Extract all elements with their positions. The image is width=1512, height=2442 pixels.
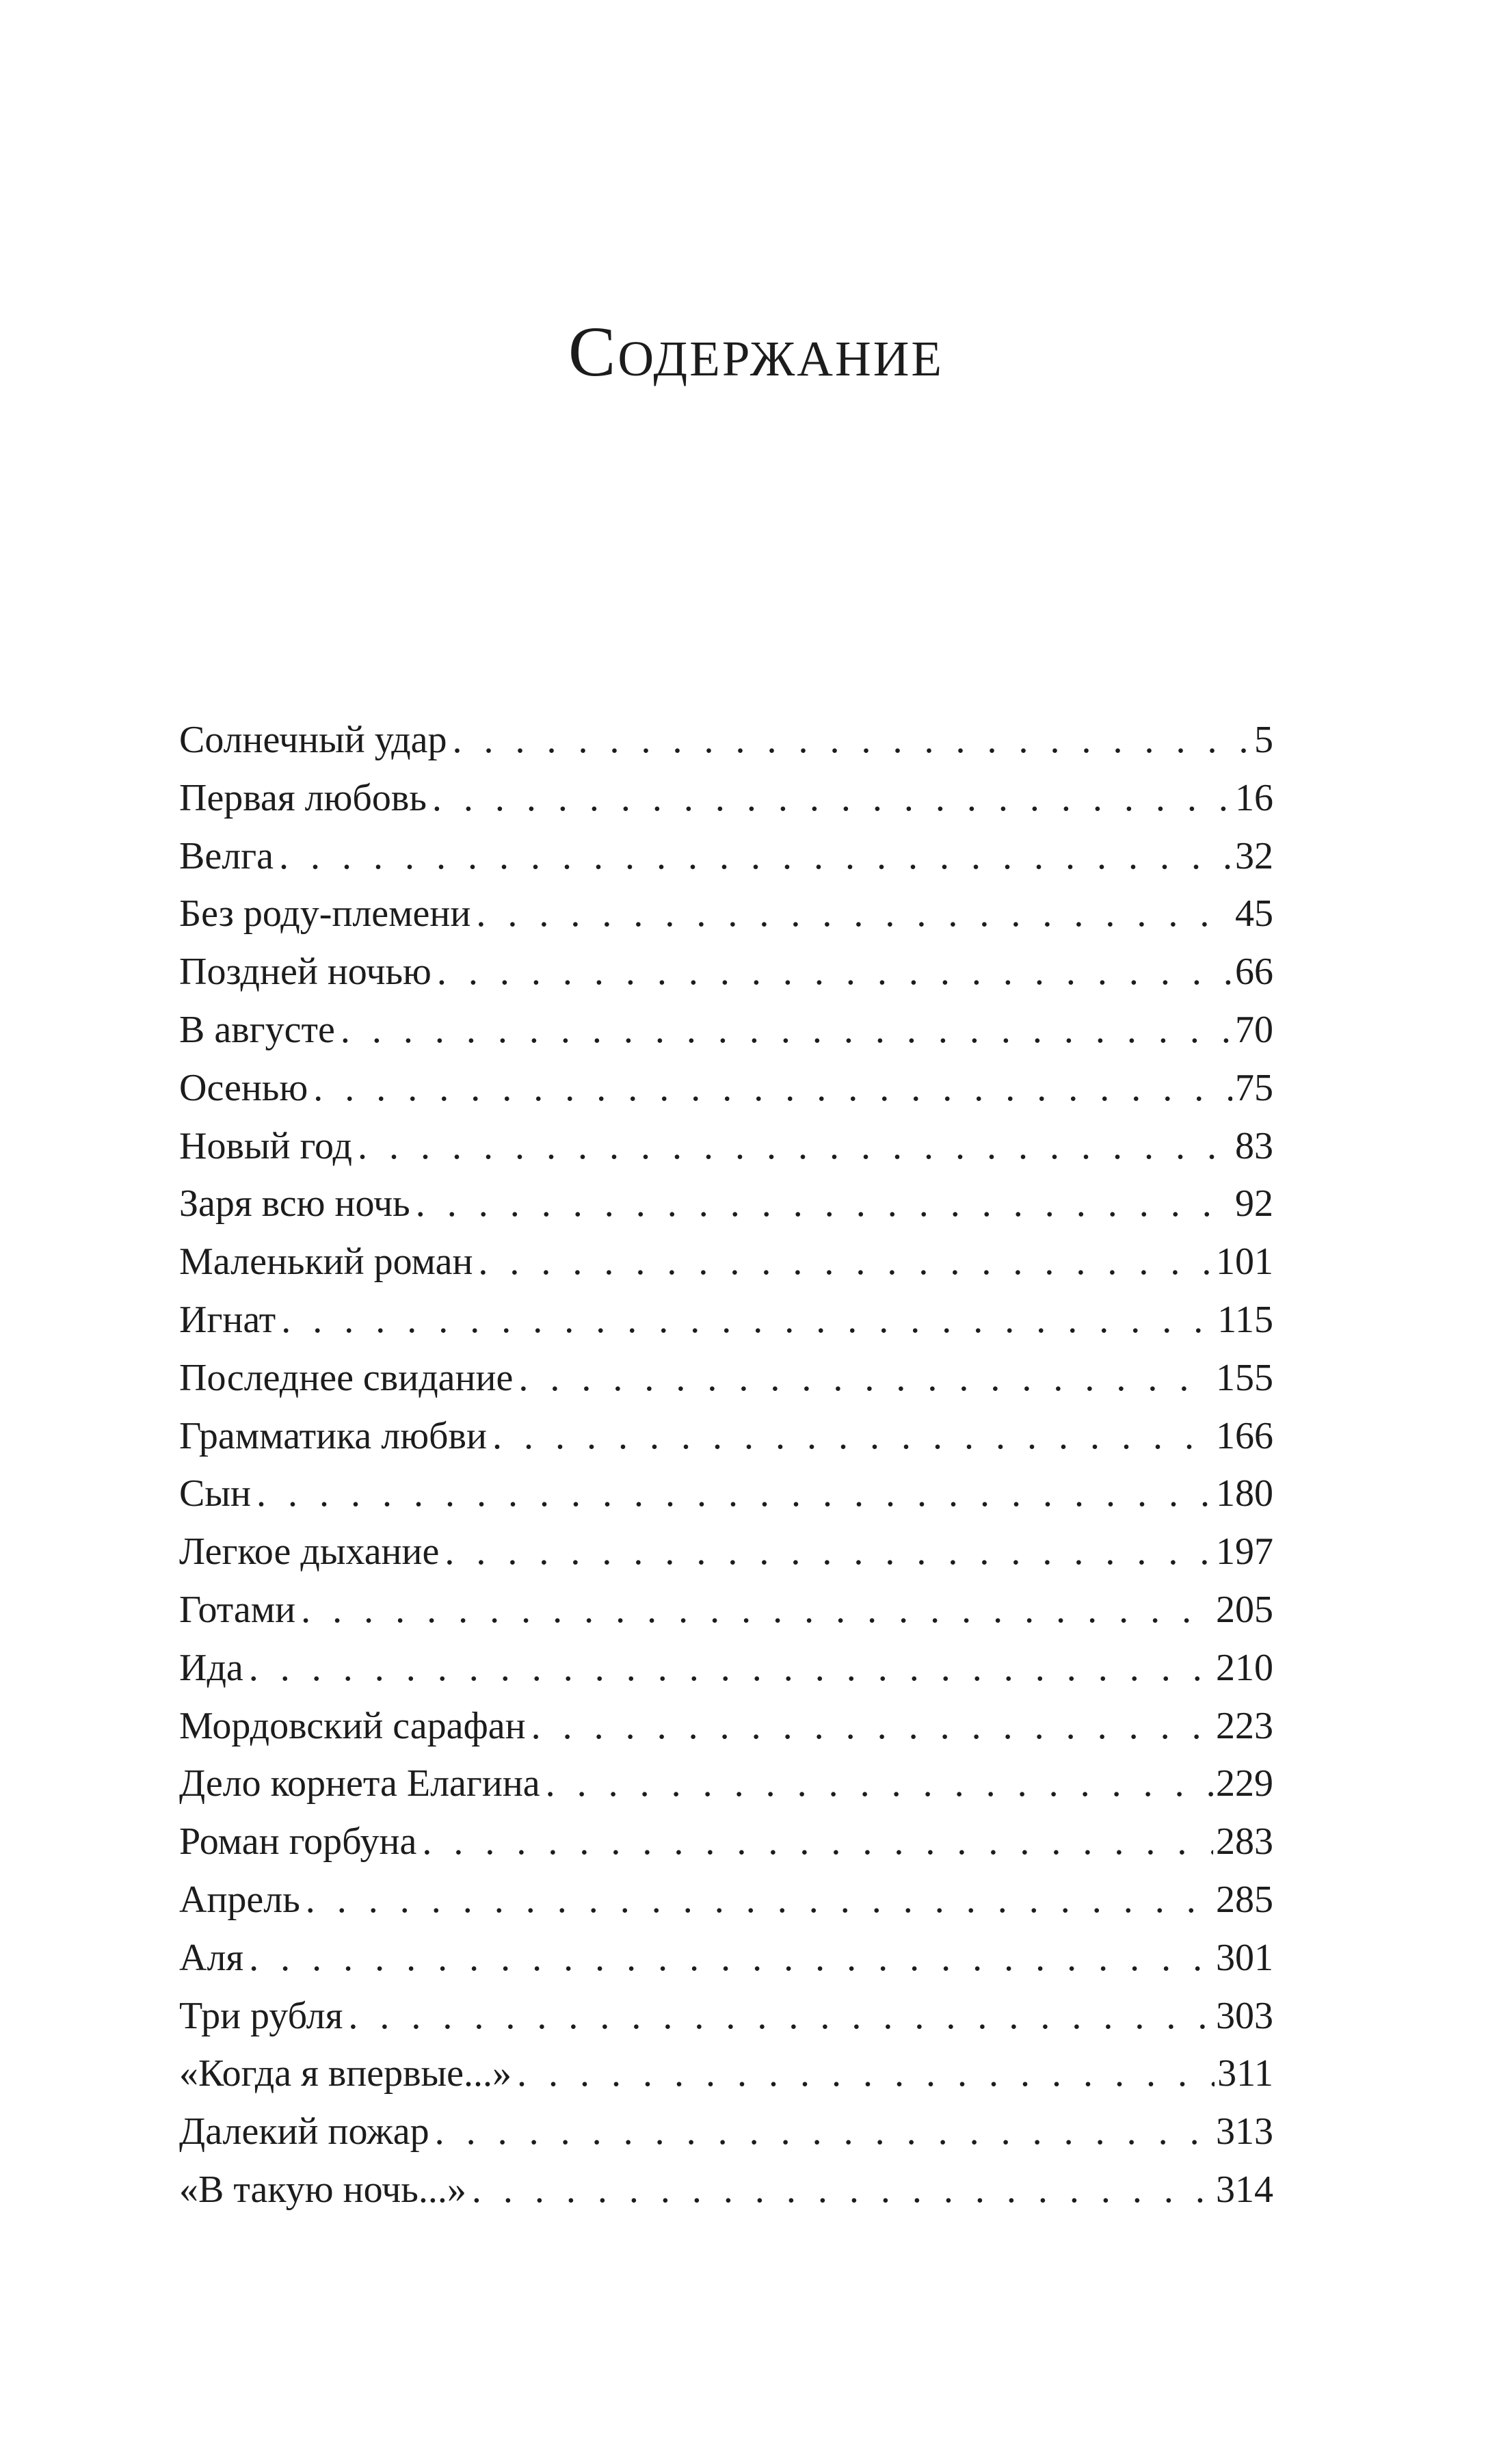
toc-entry[interactable] (179, 1117, 1273, 1176)
toc-entry[interactable] (179, 1813, 1273, 1871)
toc-entry-title: Маленький роман (179, 1240, 473, 1284)
toc-entry-title: Грамматика любви (179, 1414, 487, 1457)
toc-entry-page: 210 (1216, 1646, 1273, 1689)
dot-leader (295, 1581, 1213, 1639)
toc-entry-page: 205 (1216, 1588, 1273, 1631)
toc-entry[interactable] (179, 769, 1273, 827)
toc-entry[interactable] (179, 2103, 1273, 2161)
dot-leader (487, 1407, 1213, 1465)
toc-entry-title: Велга (179, 834, 274, 877)
toc-entry[interactable] (179, 1929, 1273, 1987)
toc-entry-title: Аля (179, 1936, 244, 1979)
toc-entry[interactable] (179, 1349, 1273, 1407)
toc-entry-title: Три рубля (179, 1994, 343, 2037)
toc-entry-page: 32 (1235, 834, 1273, 877)
toc-entry[interactable] (179, 1697, 1273, 1755)
toc-entry-page: 70 (1235, 1008, 1273, 1051)
toc-entry-title: Новый год (179, 1124, 352, 1167)
toc-entry-page: 155 (1216, 1356, 1273, 1399)
toc-entry[interactable] (179, 1233, 1273, 1291)
dot-leader (243, 1929, 1213, 1987)
dot-leader (427, 769, 1232, 827)
dot-leader (432, 943, 1232, 1001)
toc-entry-title: Последнее свидание (179, 1356, 514, 1399)
table-of-contents (179, 711, 1273, 2219)
toc-entry-title: Далекий пожар (179, 2110, 429, 2153)
toc-entry-page: 197 (1216, 1530, 1273, 1574)
toc-entry-title: Ида (179, 1646, 243, 1689)
dot-leader (512, 2045, 1215, 2103)
toc-entry-title: Дело корнета Елагина (179, 1762, 540, 1805)
dot-leader (466, 2161, 1213, 2219)
toc-entry-page: 16 (1235, 776, 1273, 819)
toc-entry-page: 223 (1216, 1704, 1273, 1747)
toc-entry[interactable] (179, 1001, 1273, 1059)
dot-leader (470, 885, 1232, 943)
toc-entry-page: 314 (1216, 2168, 1273, 2211)
dot-leader (243, 1639, 1213, 1697)
toc-entry[interactable] (179, 827, 1273, 886)
toc-entry-page: 313 (1216, 2110, 1273, 2153)
dot-leader (540, 1755, 1213, 1813)
toc-entry-page: 301 (1216, 1936, 1273, 1979)
toc-entry[interactable] (179, 1059, 1273, 1117)
dot-leader (513, 1349, 1213, 1407)
toc-entry[interactable] (179, 1581, 1273, 1639)
toc-entry-page: 303 (1216, 1994, 1273, 2037)
toc-entry-title: Роман горбуна (179, 1820, 417, 1863)
toc-entry-title: В августе (179, 1008, 335, 1051)
page-title: Содержание (568, 313, 944, 391)
toc-entry-title: Без роду-племени (179, 892, 471, 935)
toc-entry-title: Игнат (179, 1298, 276, 1341)
toc-entry[interactable] (179, 1291, 1273, 1349)
toc-entry-page: 283 (1216, 1820, 1273, 1863)
toc-entry[interactable] (179, 1987, 1273, 2045)
toc-entry-title: Осенью (179, 1066, 308, 1109)
toc-entry-title: Первая любовь (179, 776, 427, 819)
toc-entry[interactable] (179, 711, 1273, 769)
dot-leader (473, 1233, 1213, 1291)
dot-leader (429, 2103, 1213, 2161)
toc-entry[interactable] (179, 1465, 1273, 1523)
toc-entry[interactable] (179, 1639, 1273, 1697)
toc-entry-page: 229 (1216, 1762, 1273, 1805)
dot-leader (439, 1523, 1213, 1581)
toc-entry[interactable] (179, 1175, 1273, 1233)
toc-entry-title: Сын (179, 1472, 251, 1515)
toc-entry-page: 311 (1217, 2052, 1273, 2095)
dot-leader (352, 1117, 1232, 1176)
toc-entry-title: Солнечный удар (179, 719, 447, 761)
toc-entry-title: «Когда я впервые...» (179, 2052, 512, 2095)
toc-entry-title: Заря всю ночь (179, 1182, 410, 1225)
toc-entry[interactable] (179, 1523, 1273, 1581)
dot-leader (335, 1001, 1232, 1059)
toc-entry-title: Апрель (179, 1878, 300, 1921)
toc-entry-page: 92 (1235, 1182, 1273, 1225)
toc-entry[interactable] (179, 885, 1273, 943)
toc-entry[interactable] (179, 1871, 1273, 1929)
dot-leader (276, 1291, 1215, 1349)
toc-entry-title: Легкое дыхание (179, 1530, 440, 1574)
toc-entry-title: Готами (179, 1588, 296, 1631)
toc-entry[interactable] (179, 2161, 1273, 2219)
toc-entry-title: Мордовский сарафан (179, 1704, 526, 1747)
toc-entry[interactable] (179, 2045, 1273, 2103)
dot-leader (447, 711, 1251, 769)
toc-entry-page: 45 (1235, 892, 1273, 935)
toc-entry-page: 166 (1216, 1414, 1273, 1457)
toc-entry-page: 180 (1216, 1472, 1273, 1515)
dot-leader (343, 1987, 1213, 2045)
toc-entry-page: 83 (1235, 1124, 1273, 1167)
toc-entry[interactable] (179, 1755, 1273, 1813)
toc-entry-title: Поздней ночью (179, 951, 432, 994)
toc-entry-page: 5 (1254, 719, 1273, 761)
dot-leader (300, 1871, 1213, 1929)
toc-entry-page: 285 (1216, 1878, 1273, 1921)
toc-entry[interactable] (179, 943, 1273, 1001)
dot-leader (416, 1813, 1213, 1871)
toc-entry-page: 66 (1235, 951, 1273, 994)
toc-entry-title: «В такую ночь...» (179, 2168, 466, 2211)
dot-leader (274, 827, 1232, 886)
toc-entry-page: 75 (1235, 1066, 1273, 1109)
dot-leader (251, 1465, 1213, 1523)
dot-leader (526, 1697, 1213, 1755)
dot-leader (410, 1175, 1232, 1233)
toc-entry[interactable] (179, 1407, 1273, 1465)
toc-entry-page: 101 (1216, 1240, 1273, 1284)
dot-leader (308, 1059, 1232, 1117)
toc-entry-page: 115 (1217, 1298, 1273, 1341)
